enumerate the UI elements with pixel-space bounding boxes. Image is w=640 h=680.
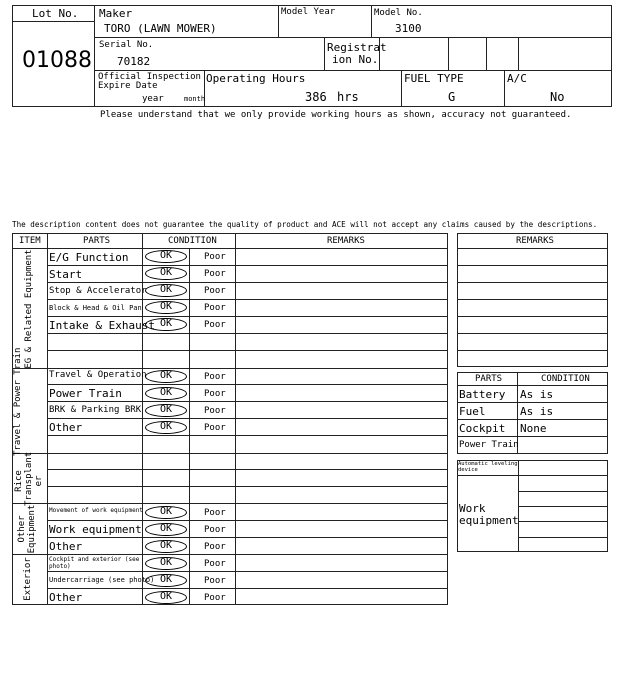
group-line	[12, 554, 448, 555]
condition-ok: OK	[145, 523, 187, 536]
condition-poor: Poor	[204, 508, 226, 518]
row-line	[457, 402, 608, 403]
header-divider	[371, 5, 372, 37]
condition-poor: Poor	[204, 576, 226, 586]
part-equip-other: Other	[49, 540, 83, 553]
condition-ok: OK	[145, 250, 187, 263]
row-line	[457, 350, 608, 351]
item-header: ITEM	[19, 236, 41, 246]
right-condition-cockpit: None	[520, 422, 547, 435]
condition-ok: OK	[145, 540, 187, 553]
part-block-head: Block & Head & Oil Pan	[49, 304, 142, 312]
condition-poor: Poor	[204, 286, 226, 296]
condition-poor: Poor	[204, 372, 226, 382]
ac-value: No	[550, 90, 565, 104]
condition-poor: Poor	[204, 406, 226, 416]
row-line	[457, 316, 608, 317]
header-divider	[486, 37, 487, 70]
header-divider	[504, 70, 505, 107]
row-line	[47, 401, 448, 402]
condition-ok: OK	[145, 574, 187, 587]
serial-label: Serial No.	[99, 40, 154, 50]
operating-hours-value: 386	[305, 90, 327, 104]
row-line	[47, 265, 448, 266]
registration-label: Registrat	[327, 41, 387, 54]
row-line	[457, 333, 608, 334]
fuel-type-value: G	[448, 90, 456, 104]
condition-poor: Poor	[204, 252, 226, 262]
row-line	[518, 506, 608, 507]
row-line	[457, 282, 608, 283]
group-label-other-equipment: Other Equipment	[17, 504, 37, 554]
part-travel-operation: Travel & Operation	[49, 370, 147, 380]
group-label-exterior: Exterior	[23, 557, 33, 601]
group-label-rice: Rice Transplant er	[14, 451, 44, 506]
lot-label: Lot No.	[32, 7, 79, 20]
col-line	[47, 233, 48, 605]
maker-label: Maker	[99, 7, 133, 20]
part-eg-function: E/G Function	[49, 251, 129, 264]
operating-hours-label: Operating Hours	[206, 72, 306, 85]
lot-divider	[94, 5, 95, 107]
row-line	[47, 571, 448, 572]
model-year-label: Model Year	[281, 7, 336, 17]
right-condition-fuel: As is	[520, 405, 554, 418]
row-line	[457, 248, 608, 249]
row-line	[457, 385, 608, 386]
group-label-eg: EG & Related Equipment	[24, 249, 34, 369]
inspection-label: Official Inspection	[98, 72, 201, 82]
part-movement-work: Movement of work equipment	[49, 507, 143, 514]
row-line	[457, 299, 608, 300]
model-no-value: 3100	[395, 22, 422, 35]
row-line	[47, 282, 448, 283]
row-line	[47, 350, 448, 351]
condition-ok: OK	[145, 506, 187, 519]
year-label: year	[142, 94, 164, 104]
row-line	[47, 384, 448, 385]
right-parts-header: PARTS	[475, 374, 503, 384]
header-divider	[401, 70, 402, 107]
row-line	[518, 537, 608, 538]
row-line	[47, 588, 448, 589]
part-work-equipment: Work equipment	[49, 523, 142, 536]
hours-unit: hrs	[337, 90, 359, 104]
condition-ok: OK	[145, 370, 187, 383]
condition-poor: Poor	[204, 542, 226, 552]
condition-poor: Poor	[204, 559, 226, 569]
header-divider	[448, 37, 449, 70]
condition-poor: Poor	[204, 389, 226, 399]
parts-header: PARTS	[83, 236, 111, 246]
row-line	[518, 491, 608, 492]
group-label-travel: Travel & Power Train	[13, 347, 23, 456]
lot-header-line	[12, 21, 94, 22]
row-line	[518, 521, 608, 522]
header-row-line-1	[94, 37, 612, 38]
col-line	[189, 248, 190, 605]
header-divider	[324, 37, 325, 70]
row-line	[47, 316, 448, 317]
condition-poor: Poor	[204, 423, 226, 433]
row-line	[47, 333, 448, 334]
group-line	[12, 453, 448, 454]
group-line	[12, 503, 448, 504]
work-equipment-label: equipment	[459, 514, 519, 527]
condition-ok: OK	[145, 284, 187, 297]
right-part-cockpit: Cockpit	[459, 422, 506, 435]
part-brk-parking: BRK & Parking BRK	[49, 405, 142, 415]
right-remarks-header: REMARKS	[516, 236, 554, 246]
condition-poor: Poor	[204, 269, 226, 279]
row-line	[457, 436, 608, 437]
right-remarks-frame	[457, 233, 608, 367]
row-line	[47, 520, 448, 521]
row-line	[47, 299, 448, 300]
maker-value: TORO (LAWN MOWER)	[104, 22, 217, 35]
auto-leveling-label: Automatic leveling	[458, 461, 518, 467]
part-power-train: Power Train	[49, 387, 122, 400]
part-cockpit-exterior: Cockpit and exterior (see	[49, 556, 140, 563]
ac-label: A/C	[507, 72, 527, 85]
group-line	[12, 368, 448, 369]
part-start: Start	[49, 268, 83, 281]
work-equipment-label: Work	[459, 502, 486, 515]
condition-ok: OK	[145, 267, 187, 280]
lot-number: 01088	[22, 48, 92, 73]
row-line	[47, 537, 448, 538]
right-part-battery: Battery	[459, 388, 506, 401]
right-part-fuel: Fuel	[459, 405, 486, 418]
part-ext-other: Other	[49, 591, 83, 604]
condition-poor: Poor	[204, 593, 226, 603]
row-line	[457, 265, 608, 266]
right-part-power-train: Power Train	[459, 440, 519, 450]
right-condition-battery: As is	[520, 388, 554, 401]
condition-poor: Poor	[204, 303, 226, 313]
serial-value: 70182	[117, 55, 151, 68]
fuel-type-label: FUEL TYPE	[404, 72, 464, 85]
row-line	[47, 435, 448, 436]
inspection-label: Expire Date	[98, 81, 158, 91]
auto-leveling-label: device	[458, 467, 478, 473]
model-no-label: Model No.	[374, 8, 423, 18]
header-line	[12, 248, 448, 249]
month-label: month	[184, 95, 206, 103]
part-cockpit-exterior: photo)	[49, 563, 71, 570]
condition-ok: OK	[145, 591, 187, 604]
row-line	[47, 486, 448, 487]
condition-poor: Poor	[204, 525, 226, 535]
registration-label: ion No.	[332, 53, 379, 66]
header-divider	[518, 37, 519, 70]
row-line	[47, 418, 448, 419]
remarks-header: REMARKS	[327, 236, 365, 246]
part-undercarriage: Undercarriage (see photo)	[49, 576, 155, 584]
row-line	[457, 475, 608, 476]
col-line	[235, 233, 236, 605]
notice-text: Please understand that we only provide working hours as shown, accuracy not guaranteed.	[100, 110, 572, 120]
condition-ok: OK	[145, 318, 187, 331]
row-line	[47, 469, 448, 470]
row-line	[457, 419, 608, 420]
condition-ok: OK	[145, 301, 187, 314]
condition-ok: OK	[145, 421, 187, 434]
right-condition-header: CONDITION	[541, 374, 590, 384]
condition-header: CONDITION	[168, 236, 217, 246]
condition-ok: OK	[145, 404, 187, 417]
condition-ok: OK	[145, 557, 187, 570]
header-divider	[278, 5, 279, 37]
disclaimer-text: The description content does not guarantee the quality of product and ACE will not accept any claims caused by the descriptions.	[12, 220, 598, 229]
condition-ok: OK	[145, 387, 187, 400]
condition-poor: Poor	[204, 320, 226, 330]
part-travel-other: Other	[49, 421, 83, 434]
part-intake-exhaust: Intake & Exhaust	[49, 319, 155, 332]
part-stop-accelerator: Stop & Accelerator	[49, 286, 147, 296]
header-row-line-2	[94, 70, 612, 71]
